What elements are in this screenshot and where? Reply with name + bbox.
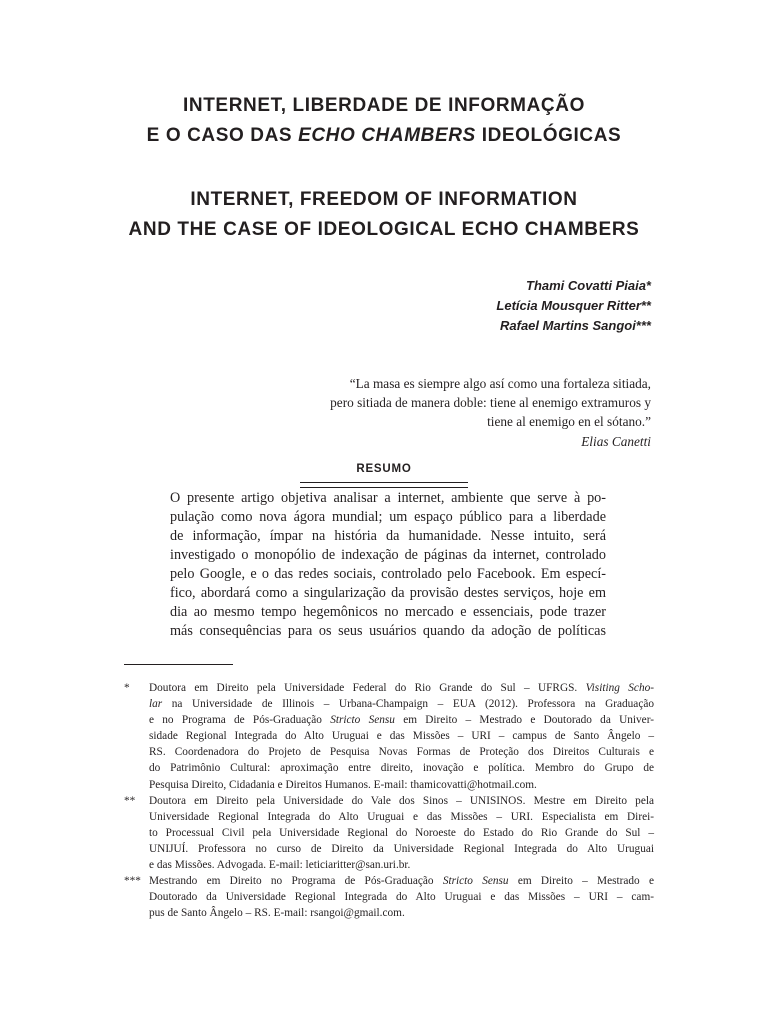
footnote-line: e das Missões. Advogada. E-mail: leticiaritter@san.uri.br.: [149, 859, 411, 872]
title-pt-line2: [0, 121, 768, 151]
footnote-line: pus de Santo Ângelo – RS. E-mail: rsangoi@gmail.com.: [149, 907, 405, 920]
footnote-line: UNIJUÍ. Professora no curso de Direito da Universidade Regional Integrada do Alto Uruguai: [149, 842, 654, 855]
footnote-mark: ***: [124, 875, 141, 888]
footnotes: [124, 680, 654, 921]
title-pt-line2-pre: E O CASO DAS: [146, 125, 299, 146]
epigraph-author: Elias Canetti: [581, 434, 651, 449]
footnote-line: Doutorado da Universidade Regional Integrada do Alto Uruguai e das Missões – URI – cam-: [149, 891, 654, 904]
footnote-1: [124, 680, 654, 793]
author-2: Letícia Mousquer Ritter**: [496, 298, 651, 313]
footnote-italic: lar: [149, 698, 163, 711]
author-3: Rafael Martins Sangoi***: [500, 318, 651, 333]
footnote-italic: Stricto Sensu: [442, 875, 509, 888]
author-1: Thami Covatti Piaia*: [526, 278, 651, 293]
footnote-line: to Processual Civil pela Universidade Regional do Noroeste do Estado do Rio Grande do Sul –: [149, 826, 654, 839]
footnote-line: [149, 712, 654, 728]
footnote-line: Doutora em Direito pela Universidade do Vale dos Sinos – UNISINOS. Mestre em Direito pela: [149, 794, 654, 807]
footnote-line: Universidade Regional Integrada do Alto Uruguai e das Missões – URI. Especialista em Direi-: [149, 810, 654, 823]
abstract-body: [170, 489, 606, 641]
footnote-line: [149, 680, 654, 696]
footnote-text: Mestrando em Direito no Programa de Pós-Graduação: [149, 875, 443, 888]
title-en-line1: INTERNET, FREEDOM OF INFORMATION: [190, 189, 578, 210]
footnote-line: sidade Regional Integrada do Alto Uruguai e das Missões – URI – campus de Santo Ângelo –: [149, 730, 654, 743]
footnote-text: Doutora em Direito pela Universidade Federal do Rio Grande do Sul – UFRGS.: [149, 682, 586, 694]
footnote-text: e no Programa de Pós-Graduação: [149, 714, 331, 727]
footnote-mark: **: [124, 794, 136, 807]
title-pt-line2-emphasis: ECHO CHAMBERS: [298, 125, 476, 146]
footnote-text: em Direito – Mestrado e: [508, 875, 654, 888]
abstract-heading-rule: [300, 482, 468, 488]
author-list: [496, 276, 651, 336]
title-pt-line1: INTERNET, LIBERDADE DE INFORMAÇÃO: [183, 95, 585, 116]
abstract-line: O presente artigo objetiva analisar a internet, ambiente que serve à po-: [170, 490, 606, 506]
footnote-line: Pesquisa Direito, Cidadania e Direitos Humanos. E-mail: thamicovatti@hotmail.com.: [149, 778, 537, 791]
footnote-line: RS. Coordenadora do Projeto de Pesquisa Novas Formas de Proteção dos Direitos Culturais e: [149, 746, 654, 759]
title-portuguese: [0, 91, 768, 151]
abstract-line: fico, abordará como a singularização da provisão destes serviços, hoje em: [170, 585, 606, 601]
abstract-line: investigado o monopólio de indexação de páginas da internet, controlado: [170, 547, 606, 563]
epigraph-line-3: tiene al enemigo en el sótano.”: [487, 414, 651, 429]
footnote-2: [124, 793, 654, 873]
epigraph: [231, 374, 651, 451]
footnote-line: [149, 873, 654, 889]
abstract-line: dia ao mesmo tempo hegemônicos no mercado e essenciais, pode trazer: [170, 604, 606, 620]
footnote-italic: Visiting Scho-: [585, 682, 655, 694]
abstract-heading: RESUMO: [356, 463, 412, 475]
abstract-line: más consequências para os seus usuários quando da adoção de políticas: [170, 623, 606, 639]
footnote-text: em Direito – Mestrado e Doutorado da Univer-: [394, 714, 654, 727]
footnote-line: do Patrimônio Cultural: aproximação entre direito, inovação e política. Membro do Grupo de: [149, 762, 654, 775]
abstract-line: de informação, ímpar na história da humanidade. Nesse intuito, será: [170, 528, 606, 544]
footnote-line: [149, 696, 654, 712]
title-pt-line2-post: IDEOLÓGICAS: [475, 125, 622, 146]
title-english: [0, 185, 768, 245]
footnote-3: [124, 873, 654, 921]
abstract-line: pulação como nova ágora mundial; um espaço público para a liberdade: [170, 509, 606, 525]
abstract-line: pelo Google, e o das redes sociais, controlado pelo Facebook. Em especí-: [170, 566, 606, 582]
footnote-mark: *: [124, 682, 130, 694]
title-en-line2: AND THE CASE OF IDEOLOGICAL ECHO CHAMBERS: [128, 219, 640, 240]
epigraph-line-1: “La masa es siempre algo así como una fortaleza sitiada,: [349, 376, 651, 391]
footnote-italic: Stricto Sensu: [330, 714, 395, 727]
footnote-text: na Universidade de Illinois – Urbana-Champaign – EUA (2012). Professora na Graduação: [162, 698, 654, 711]
epigraph-line-2: pero sitiada de manera doble: tiene al enemigo extramuros y: [330, 395, 651, 410]
footnote-separator: [124, 664, 233, 665]
